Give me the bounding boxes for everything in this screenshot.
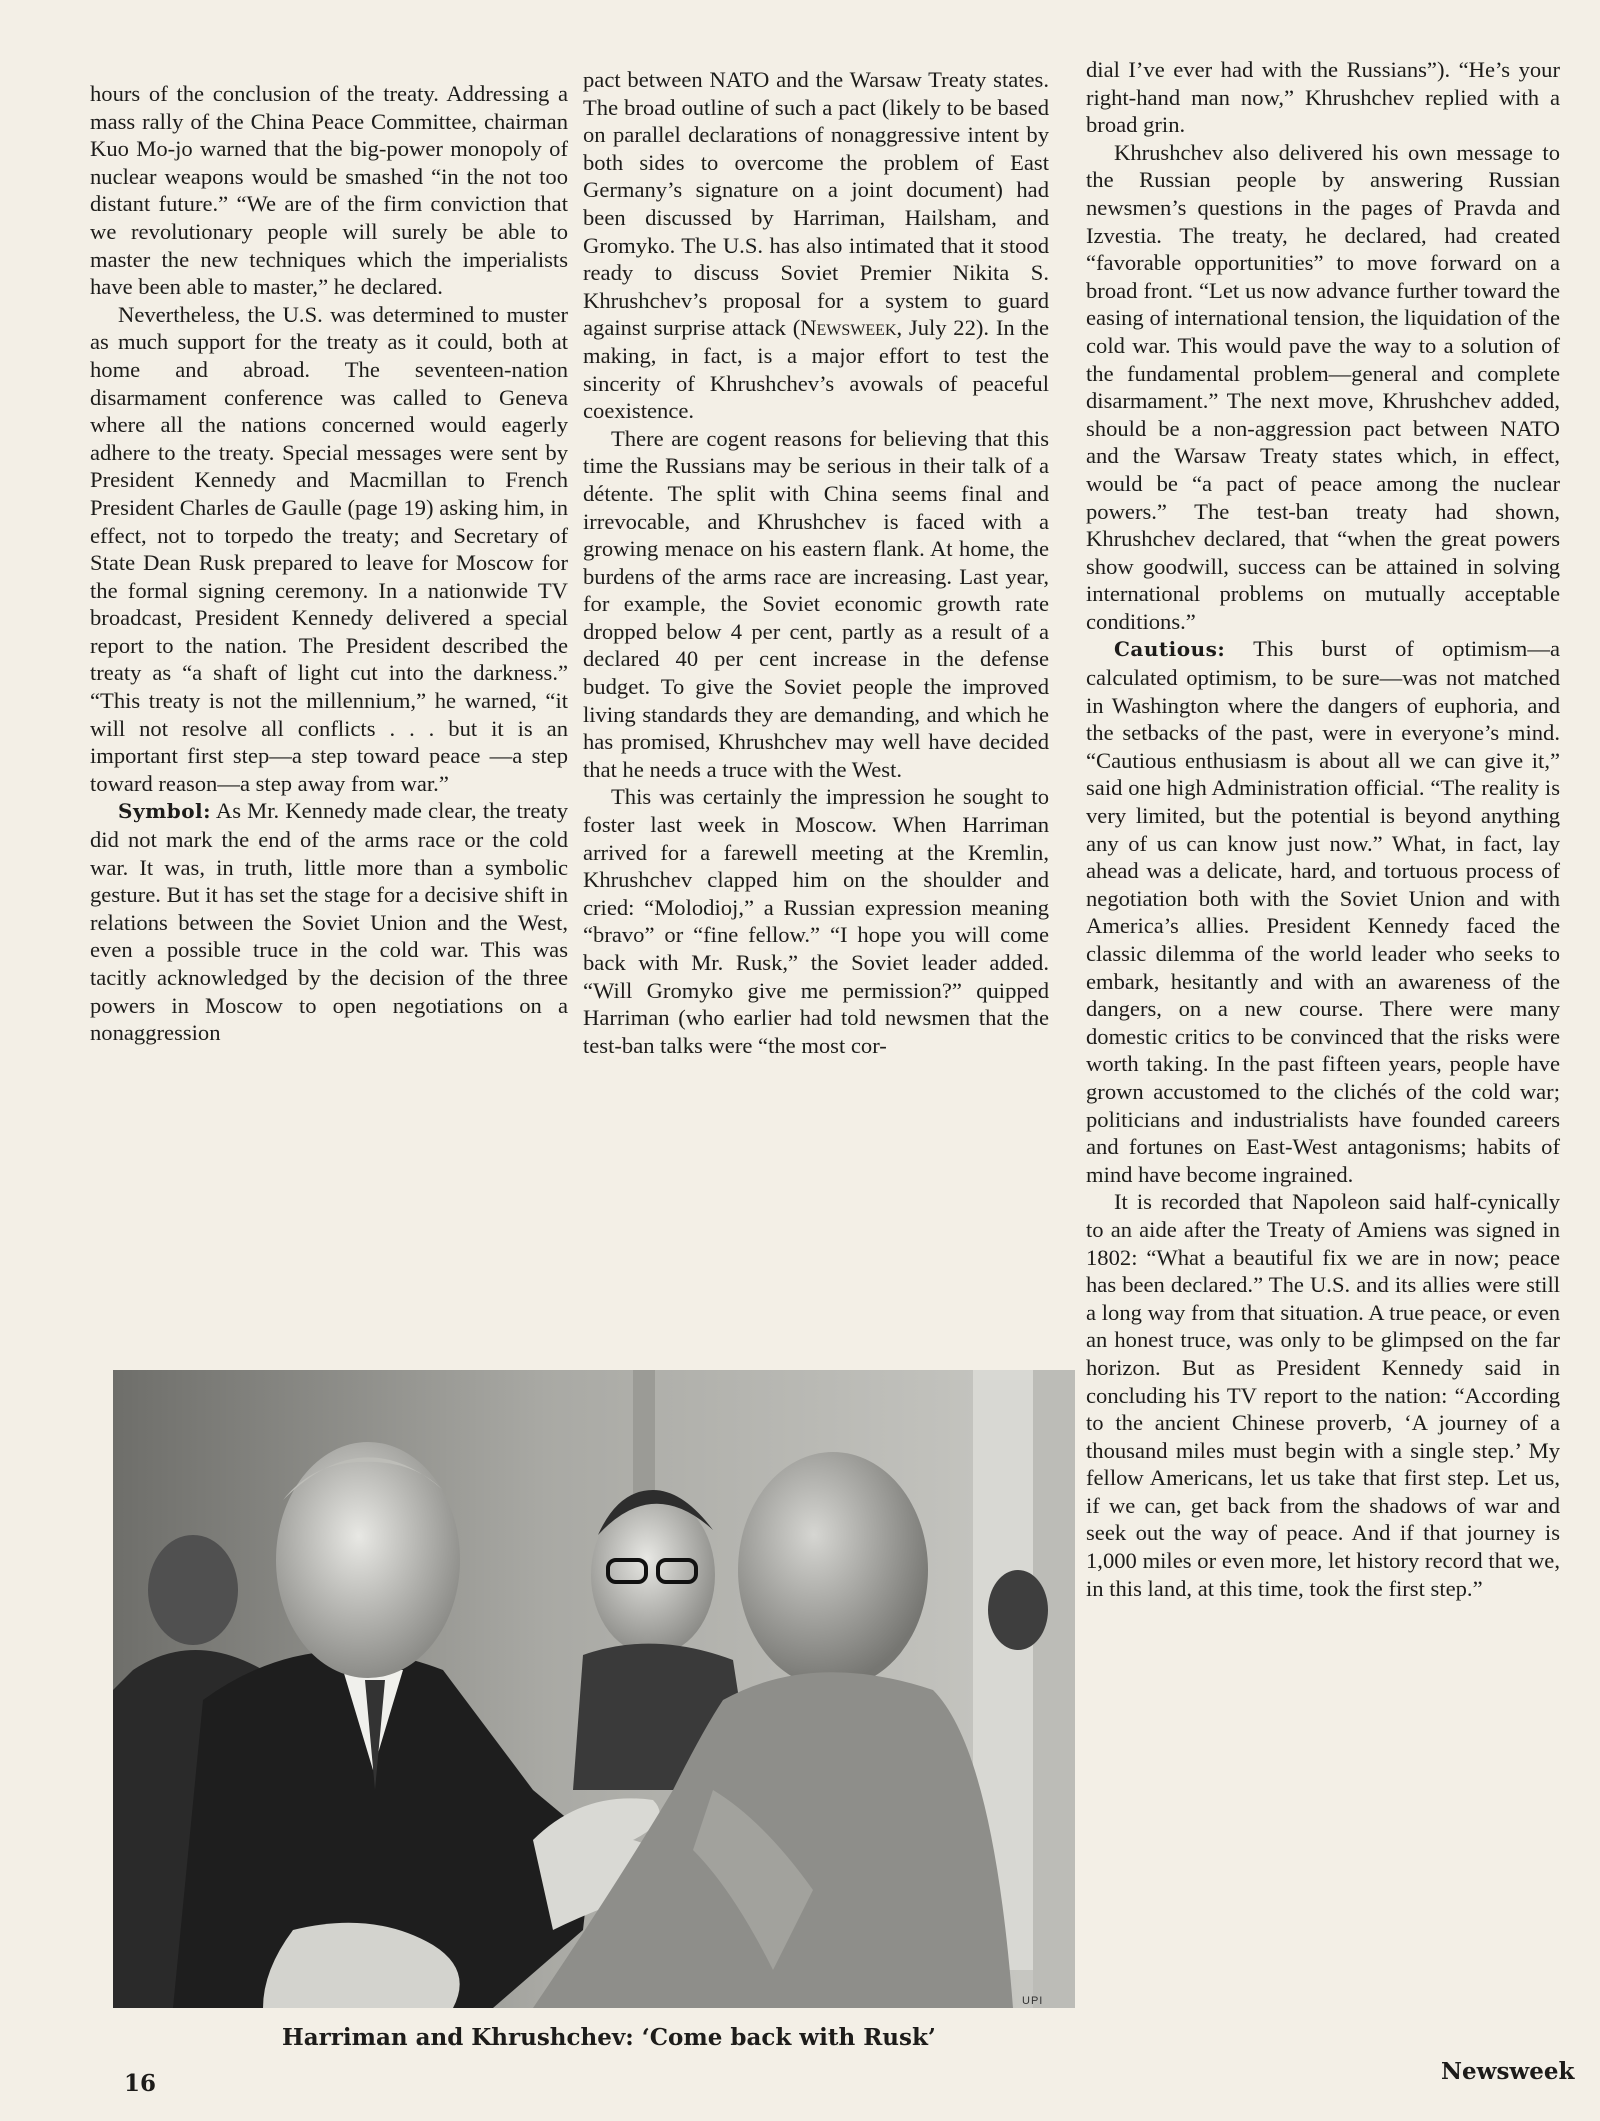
article-column-3 bbox=[1086, 56, 1560, 1602]
paragraph-text: pact between NATO and the Warsaw Treaty states. The broad outline of such a pact (likely to be based on parallel declarations of nonaggressive intent by both sides to overcome the problem of East Germany’s signature on a joint document) had been discussed by Harriman, Hailsham, and Gromyko. The U.S. has also intimated that it stood ready to discuss Soviet Premier Nikita S. Khrushchev’s proposal for a system to guard against surprise attack ( bbox=[583, 67, 1049, 341]
paragraph: Khrushchev also delivered his own message to the Russian people by answering Russian newsmen’s questions in the pages of Pravda and Izvestia. The treaty, he declared, had created “favorable opportunities” to move forward on a broad front. “Let us now advance further toward the easing of international tension, the liquidation of the cold war. This would pave the way to a solution of the fundamental problem—general and complete disarmament.” The next move, Khrushchev added, should be a non-aggression pact between NATO and the Warsaw Treaty states which, in effect, would be “a pact of peace among the nuclear powers.” The test-ban treaty had shown, Khrushchev declared, that “when the great powers show goodwill, success can be attained in solving international problems on mutually acceptable conditions.” bbox=[1086, 139, 1560, 634]
paragraph: Nevertheless, the U.S. was determined to muster as much support for the treaty as it could, both at home and abroad. The seventeen-nation disarmament conference was called to Geneva where all the nations concerned would eagerly adhere to the treaty. Special messages were sent by President Kennedy and Macmillan to French President Charles de Gaulle (page 19) asking him, in effect, not to torpedo the treaty; and Secretary of State Dean Rusk prepared to leave for Moscow for the formal signing ceremony. In a nationwide TV broadcast, President Kennedy delivered a special report to the nation. The President described the treaty as “a shaft of light cut into the darkness.” “This treaty is not the millennium,” he warned, “it will not resolve all conflicts . . . but it is an important first step—a step toward peace —a step toward reason—a step away from war.” bbox=[90, 301, 568, 796]
paragraph: dial I’ve ever had with the Russians”). “He’s your right-hand man now,” Khrushchev replied with a broad grin. bbox=[1086, 57, 1560, 138]
photo-caption: Harriman and Khrushchev: ‘Come back with Rusk’ bbox=[282, 2024, 936, 2051]
paragraph: This was certainly the impression he sought to foster last week in Moscow. When Harriman arrived for a farewell meeting at the Kremlin, Khrushchev clapped him on the shoulder and cried: “Molodioj,” a Russian expression meaning “bravo” or “fine fellow.” “I hope you will come back with Mr. Rusk,” the Soviet leader added. “Will Gromyko give me permission?” quipped Harriman (who earlier had told newsmen that the test-ban talks were “the most cor- bbox=[583, 784, 1049, 1058]
paragraph: It is recorded that Napoleon said half-cynically to an aide after the Treaty of Amiens was signed in 1802: “What a beautiful fix we are in now; peace has been declared.” The U.S. and its allies were still a long way from that situation. A true peace, or even an honest truce, was only to be glimpsed on the far horizon. But as President Kennedy said in concluding his TV report to the nation: “According to the ancient Chinese proverb, ‘A journey of a thousand miles must begin with a single step.’ My fellow Americans, let us take that first step. Let us, if we can, get back from the shadows of war and seek out the way of peace. And if that journey is 1,000 miles or even more, let history record that we, in this land, at this time, took the first step.” bbox=[1086, 1189, 1560, 1601]
paragraph: hours of the conclusion of the treaty. Addressing a mass rally of the China Peace Committee, chairman Kuo Mo-jo warned that the big-power monopoly of nuclear weapons would be smashed “in the not too distant future.” “We are of the firm conviction that we revolutionary people will surely be able to master the new techniques which the imperialists have been able to master,” he declared. bbox=[90, 81, 568, 300]
paragraph: There are cogent reasons for believing that this time the Russians may be serious in their talk of a détente. The split with China seems final and irrevocable, and Khrushchev is faced with a growing menace on his eastern flank. At home, the burdens of the arms race are increasing. Last year, for example, the Soviet economic growth rate dropped below 4 per cent, partly as a result of a declared 40 per cent increase in the defense budget. To give the Soviet people the improved living standards they are demanding, and which he has promised, Khrushchev may well have decided that he needs a truce with the West. bbox=[583, 425, 1049, 782]
article-column-1 bbox=[90, 80, 568, 1047]
paragraph bbox=[1086, 635, 1560, 1188]
photo-illustration bbox=[113, 1370, 1075, 2008]
paragraph-text: , July 22). In the making, in fact, is a major effort to test the sincerity of Khrushchev’s avowals of peaceful coexistence. bbox=[583, 315, 1049, 424]
paragraph bbox=[90, 797, 568, 1046]
magazine-name: Newsweek bbox=[1441, 2058, 1575, 2085]
paragraph-text: As Mr. Kennedy made clear, the treaty did not mark the end of the arms race or the cold war. It was, in truth, little more than a symbolic gesture. But it has set the stage for a decisive shift in relations between the Soviet Union and the West, even a possible truce in the cold war. This was tacitly acknowledged by the decision of the three powers in Moscow to open negotiations on a nonaggression bbox=[90, 798, 568, 1046]
photo-credit: UPI bbox=[1022, 1995, 1044, 2007]
paragraph bbox=[583, 66, 1049, 425]
page-number: 16 bbox=[124, 2070, 157, 2097]
article-column-2 bbox=[583, 66, 1049, 1059]
news-photo bbox=[113, 1370, 1075, 2008]
run-in-heading-symbol: Symbol: bbox=[118, 799, 212, 824]
newsweek-citation: Newsweek bbox=[800, 315, 897, 341]
paragraph-text: This burst of optimism—a calculated optimism, to be sure—was not matched in Washington where the dangers of euphoria, and the setbacks of the past, were in everyone’s mind. “Cautious enthusiasm is about all we can give it,” said one high Administration official. “The reality is very limited, but the potential is beyond anything any of us can know just now.” What, in fact, lay ahead was a delicate, hard, and tortuous process of negotiation both with the Soviet Union and with America’s allies. President Kennedy faced the classic dilemma of the world leader who seeks to embark, hesitantly and with an awareness of the dangers, on a new course. There were many domestic critics to be convinced that the risks were worth taking. In the past fifteen years, people have grown accustomed to the clichés of the cold war; politicians and industrialists have founded careers and fortunes on East-West antagonisms; habits of mind have become ingrained. bbox=[1086, 636, 1560, 1187]
run-in-heading-cautious: Cautious: bbox=[1114, 637, 1226, 662]
